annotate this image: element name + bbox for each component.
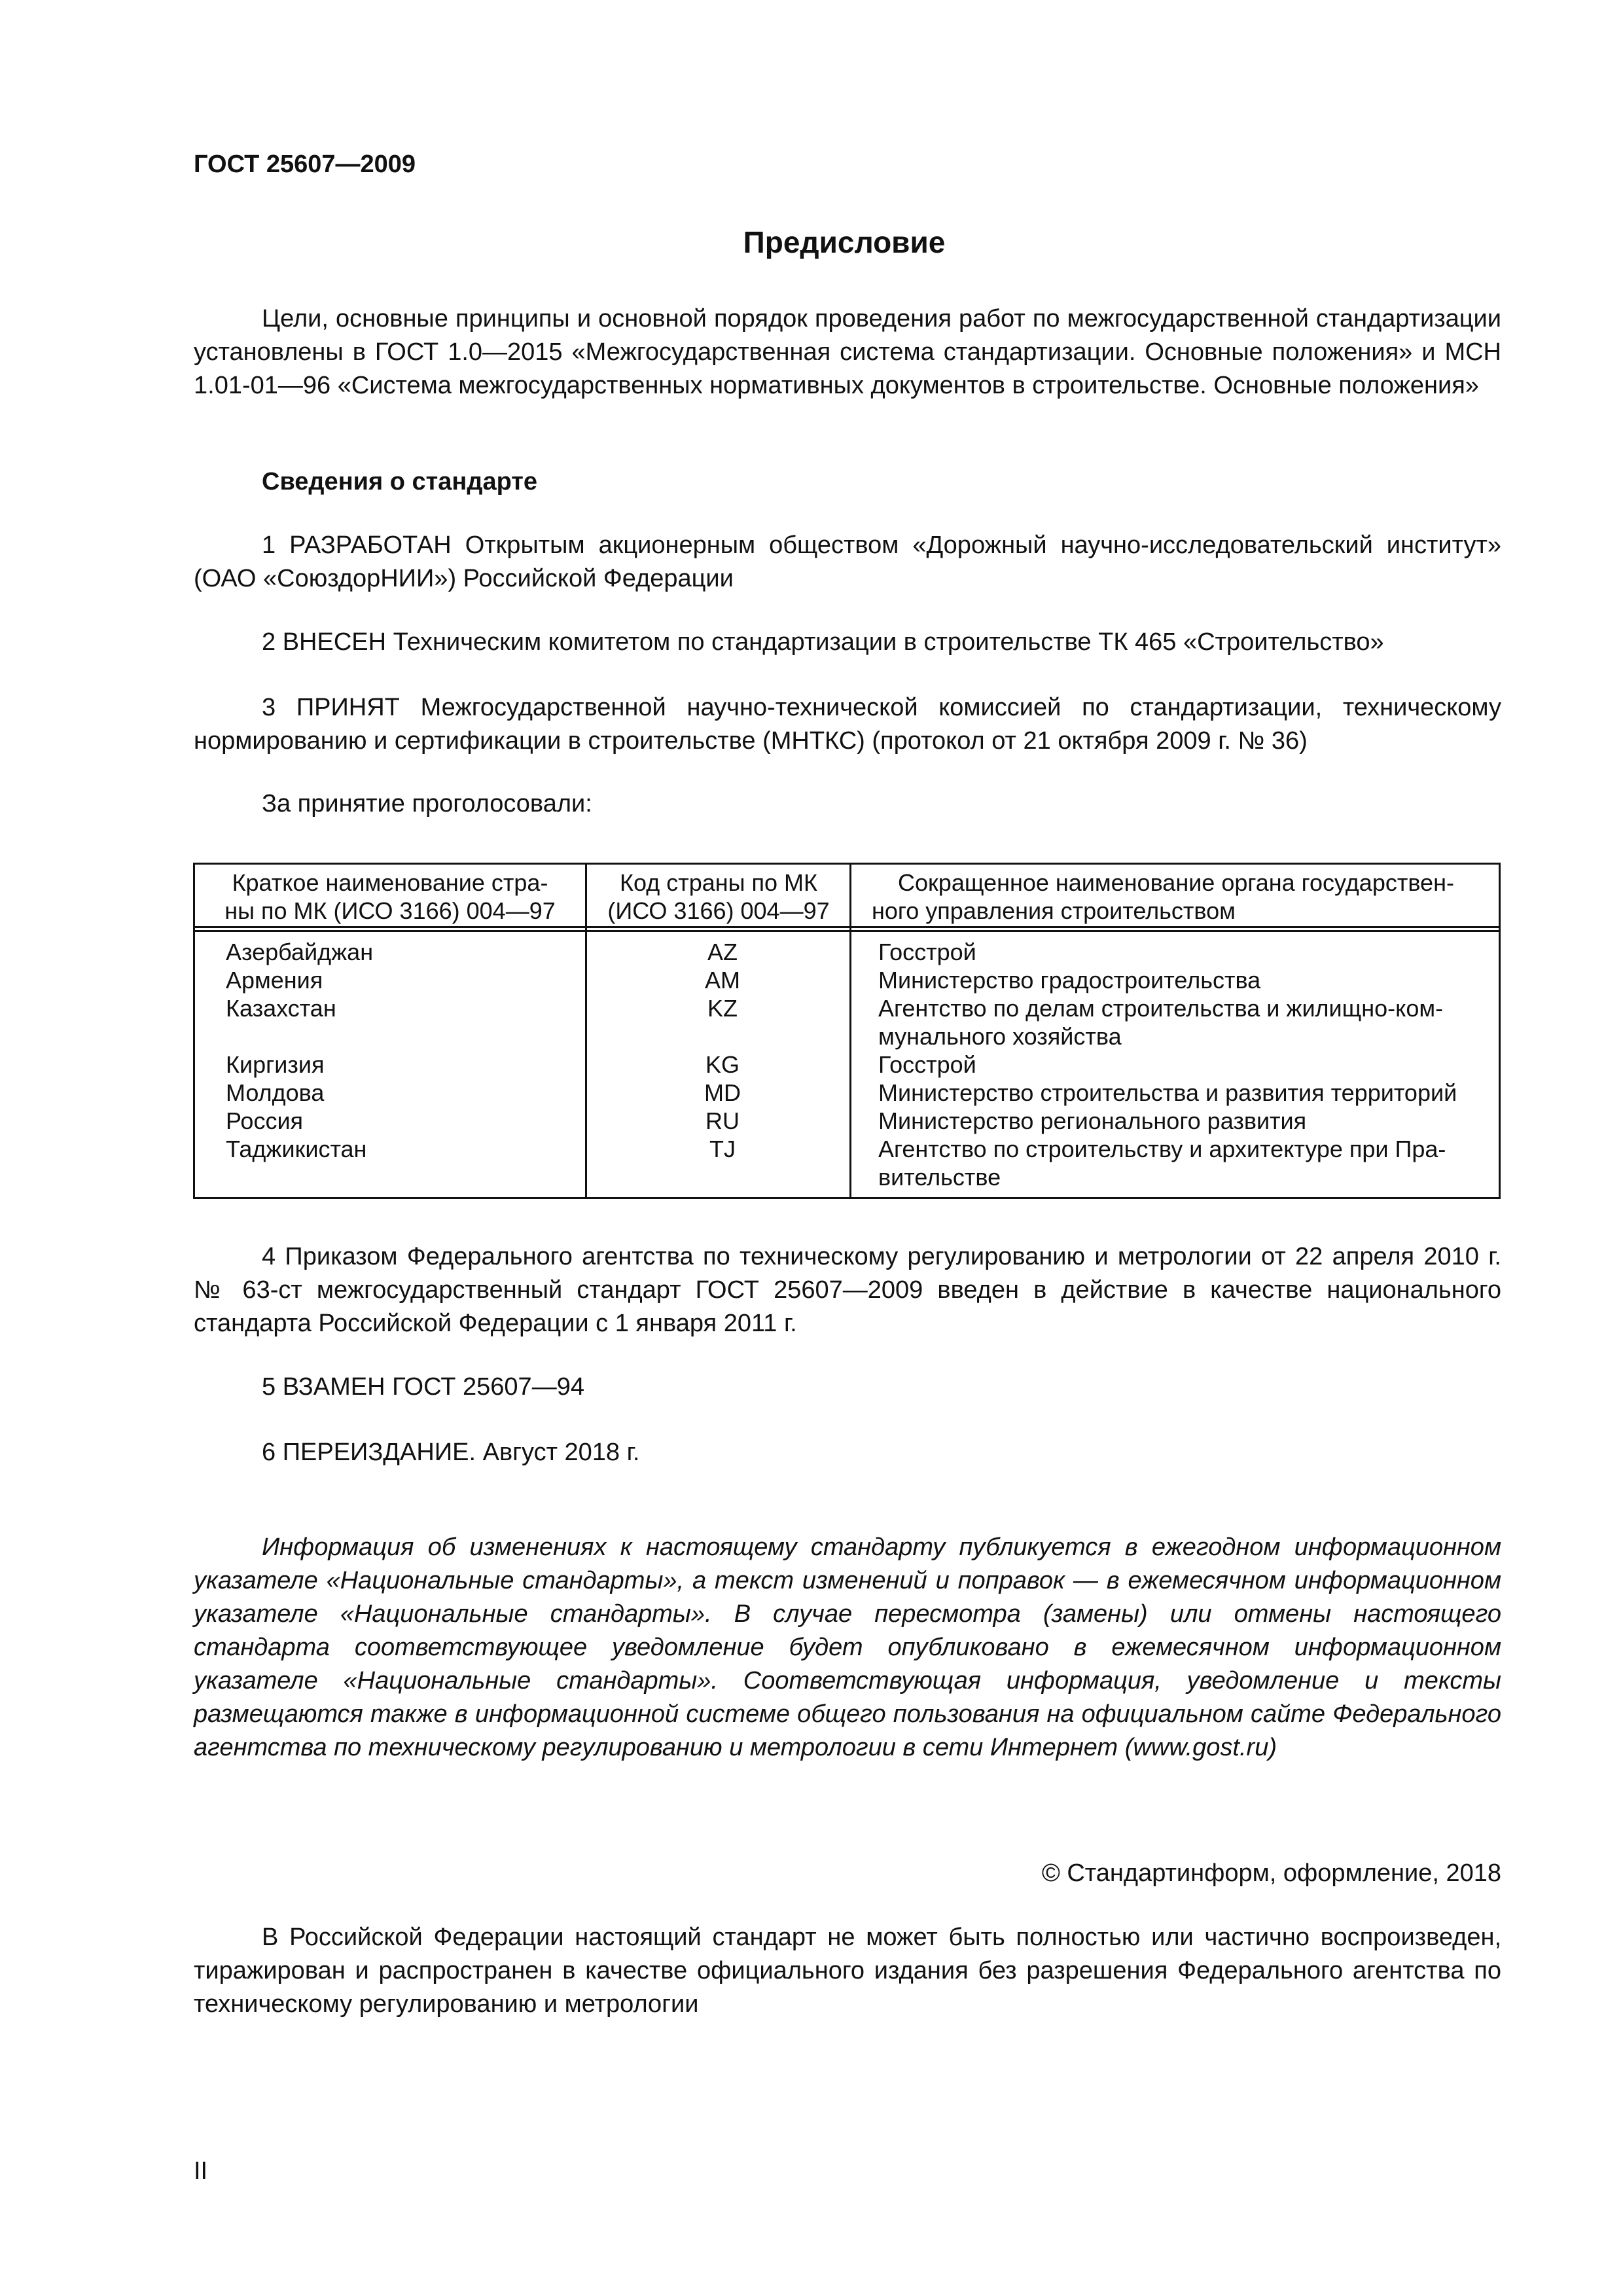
cell-country: Азербайджан xyxy=(226,939,374,965)
cell-authority-continued: мунального хозяйства xyxy=(878,1023,1122,1050)
intro-paragraph: Цели, основные принципы и основной порядок проведения работ по межгосударственной стандартизации установлены в ГОСТ 1.0—2015 «Межгосударственная система стандартизации. Основные положения» и МСН 1.01-01—96 «Система межгосударственных нормативных документов в строительстве. Основные положения» xyxy=(194,305,1501,399)
table-row-continuation xyxy=(195,1163,1499,1191)
cell-authority: Агентство по строительству и архитектуре при Пра- xyxy=(878,1136,1446,1162)
section-subheading: Сведения о стандарте xyxy=(262,468,538,495)
cell-authority: Агентство по делам строительства и жилищно-ком- xyxy=(878,995,1444,1022)
item-6-paragraph: 6 ПЕРЕИЗДАНИЕ. Август 2018 г. xyxy=(262,1439,640,1466)
table-header-country xyxy=(195,869,585,925)
document-header: ГОСТ 25607—2009 xyxy=(194,151,416,178)
cell-code: AM xyxy=(705,967,740,994)
table-header-divider xyxy=(195,926,1499,928)
cell-country: Молдова xyxy=(226,1079,325,1106)
header-line: Сокращенное наименование органа государствен- xyxy=(898,869,1454,896)
cell-country: Россия xyxy=(226,1107,304,1134)
rights-paragraph: В Российской Федерации настоящий стандарт не может быть полностью или частично воспроизведен, тиражирован и распространен в качестве официального издания без разрешения Федерального агентства по техническому регулированию и метрологии xyxy=(194,1924,1501,2018)
cell-code: KZ xyxy=(707,995,738,1022)
cell-country: Киргизия xyxy=(226,1051,325,1078)
table-header-authority xyxy=(852,869,1500,925)
cell-code: TJ xyxy=(709,1136,736,1162)
table-header-code xyxy=(588,869,849,925)
cell-country: Казахстан xyxy=(226,995,336,1022)
table-header-divider xyxy=(195,930,1499,932)
table-row xyxy=(195,1135,1499,1163)
cell-country: Таджикистан xyxy=(226,1136,367,1162)
copyright-line: © Стандартинформ, оформление, 2018 xyxy=(1041,1859,1501,1887)
cell-authority: Министерство регионального развития xyxy=(878,1107,1307,1134)
item-5-paragraph: 5 ВЗАМЕН ГОСТ 25607—94 xyxy=(262,1373,584,1401)
cell-code: MD xyxy=(704,1079,741,1106)
cell-code: RU xyxy=(705,1107,740,1134)
header-line: ны по МК (ИСО 3166) 004—97 xyxy=(224,897,556,924)
cell-code: KG xyxy=(705,1051,740,1078)
table-row xyxy=(195,966,1499,994)
page-number: II xyxy=(194,2157,208,2185)
table-row xyxy=(195,1079,1499,1107)
table-row xyxy=(195,1050,1499,1079)
header-line: (ИСО 3166) 004—97 xyxy=(607,897,830,924)
table-row xyxy=(195,938,1499,966)
table-row xyxy=(195,1107,1499,1135)
page-title: Предисловие xyxy=(743,225,946,259)
header-line: ного управления строительством xyxy=(872,897,1236,924)
cell-country: Армения xyxy=(226,967,323,994)
cell-authority: Госстрой xyxy=(878,1051,976,1078)
item-1-paragraph: 1 РАЗРАБОТАН Открытым акционерным обществом «Дорожный научно-исследовательский институт» (ОАО «СоюздорНИИ») Российской Федерации xyxy=(194,531,1501,592)
item-3-paragraph: 3 ПРИНЯТ Межгосударственной научно-технической комиссией по стандартизации, техническому нормированию и сертификации в строительстве (МНТКС) (протокол от 21 октября 2009 г. № 36) xyxy=(194,694,1501,755)
table-row-continuation xyxy=(195,1022,1499,1050)
voting-table xyxy=(193,863,1501,1199)
changes-info-paragraph: Информация об изменениях к настоящему стандарту публикуется в ежегодном информационном указателе «Национальные стандарты», а текст изменений и поправок — в ежемесячном информационном указателе «Национальные стандарты». В случае пересмотра (замены) или отмены настоящего стандарта соответствующее уведомление будет опубликовано в ежемесячном информационном указателе «Национальные стандарты». Соответствующая информация, уведомление и тексты размещаются также в информационной системе общего пользования на официальном сайте Федерального агентства по техническому регулированию и метрологии в сети Интернет (www.gost.ru) xyxy=(194,1534,1501,1761)
cell-code: AZ xyxy=(707,939,738,965)
cell-authority-continued: вительстве xyxy=(878,1164,1001,1191)
item-4-paragraph: 4 Приказом Федерального агентства по техническому регулированию и метрологии от 22 апреля 2010 г. № 63-ст межгосударственный стандарт ГОСТ 25607—2009 введен в действие в качестве национального стандарта Российской Федерации с 1 января 2011 г. xyxy=(194,1243,1501,1337)
cell-authority: Министерство градостроительства xyxy=(878,967,1261,994)
cell-authority: Министерство строительства и развития территорий xyxy=(878,1079,1457,1106)
cell-authority: Госстрой xyxy=(878,939,976,965)
table-row xyxy=(195,994,1499,1022)
voted-label: За принятие проголосовали: xyxy=(262,790,592,817)
header-line: Код страны по МК xyxy=(620,869,817,896)
header-line: Краткое наименование стра- xyxy=(232,869,548,896)
item-2-paragraph: 2 ВНЕСЕН Техническим комитетом по стандартизации в строительстве ТК 465 «Строительство» xyxy=(262,628,1384,656)
